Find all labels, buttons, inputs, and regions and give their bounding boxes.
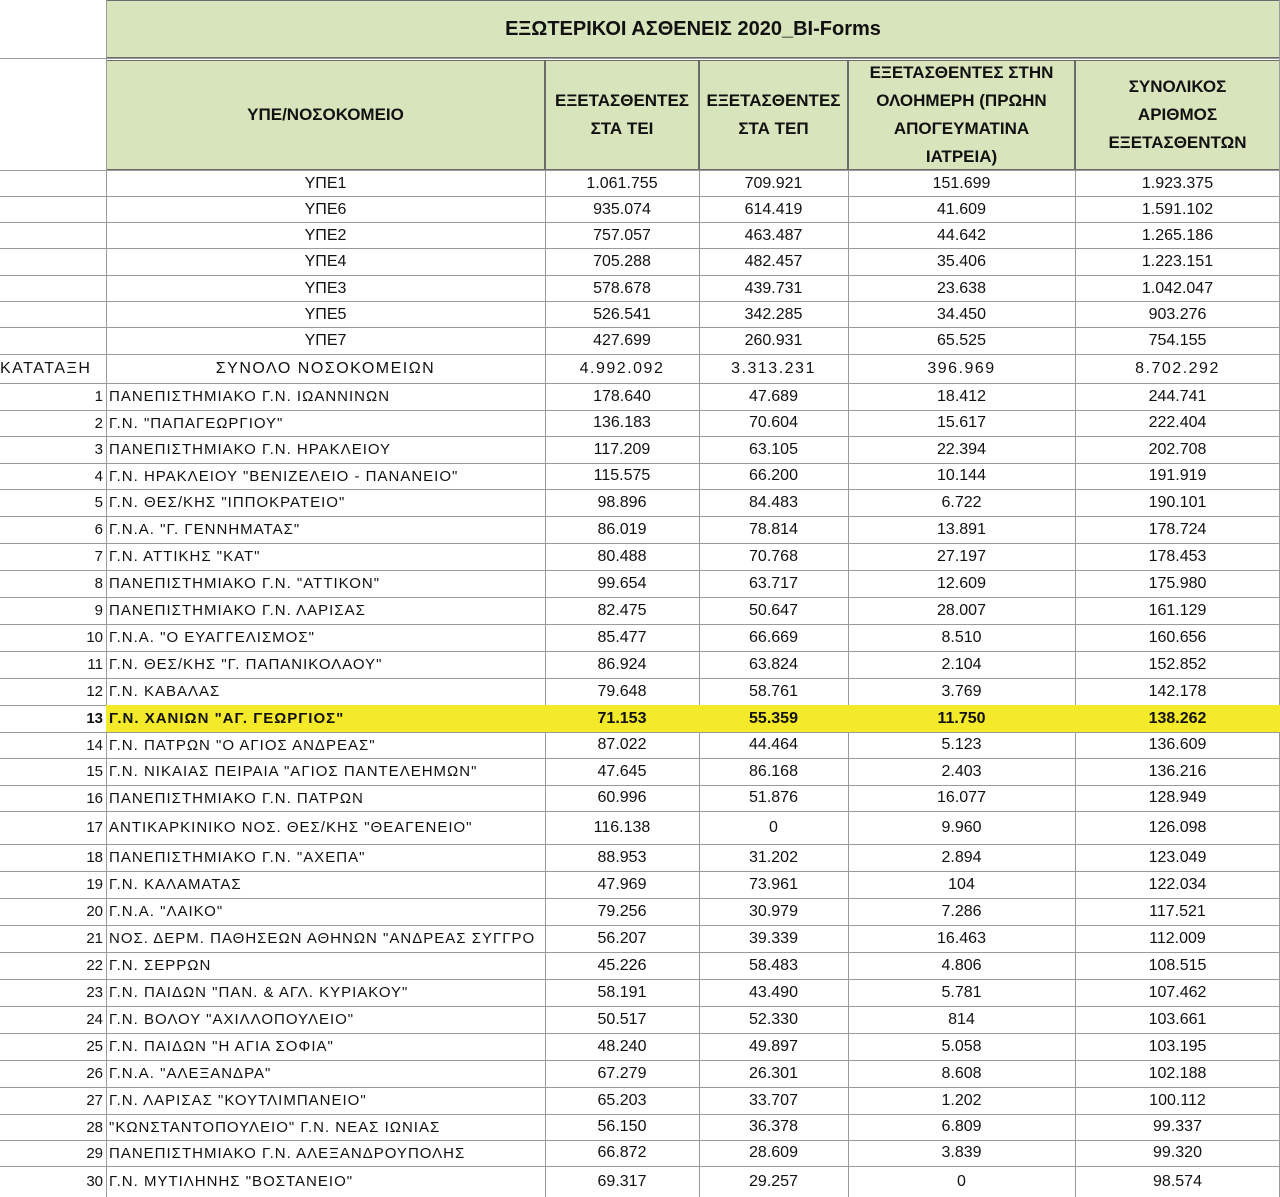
header-total-line2: ΑΡΙΘΜΟΣ xyxy=(1137,105,1218,124)
header-tei-line1: ΕΞΕΤΑΣΘΕΝΤΕΣ xyxy=(555,91,689,110)
hospital-tei-cell: 50.517 xyxy=(597,1010,647,1028)
hospital-total-cell: 136.216 xyxy=(1148,762,1207,780)
hospital-name-cell: Γ.Ν. "ΠΑΠΑΓΕΩΡΓΙΟΥ" xyxy=(109,414,284,432)
hospital-name-cell: Γ.Ν.Α. "Ο ΕΥΑΓΓΕΛΙΣΜΟΣ" xyxy=(109,629,315,646)
hospital-total-cell: 191.919 xyxy=(1148,467,1207,484)
hospital-name-cell: ΠΑΝΕΠΙΣΤΗΜΙΑΚΟ Γ.Ν. "ΑΤΤΙΚΟΝ" xyxy=(109,575,381,592)
hospital-olohmeri-cell: 2.104 xyxy=(941,655,982,673)
hospital-tei-cell: 98.896 xyxy=(597,493,647,511)
hospital-olohmeri-cell: 12.609 xyxy=(937,574,986,592)
ype-tep-cell: 463.487 xyxy=(744,226,803,244)
hospital-rank-cell: 14 xyxy=(86,736,103,754)
hospital-total-cell: 122.034 xyxy=(1148,875,1207,893)
hospital-tei-cell: 80.488 xyxy=(597,547,647,565)
hospital-total-cell: 117.521 xyxy=(1149,902,1206,920)
row-divider xyxy=(0,58,1280,59)
hospital-tep-cell: 63.105 xyxy=(749,440,798,458)
ype-tei-cell: 578.678 xyxy=(593,279,651,297)
hospital-name-cell: ΝΟΣ. ΔΕΡΜ. ΠΑΘΗΣΕΩΝ ΑΘΗΝΩΝ "ΑΝΔΡΕΑΣ ΣΥΓΓΡΟ xyxy=(109,930,536,947)
hospital-rank-cell: 15 xyxy=(86,763,103,780)
hospital-olohmeri-cell: 814 xyxy=(948,1010,975,1028)
hospital-total-cell: 98.574 xyxy=(1153,1172,1202,1190)
hospital-rank-cell: 24 xyxy=(86,1011,103,1028)
hospital-total-cell: 152.852 xyxy=(1148,655,1207,673)
hospital-olohmeri-cell: 7.286 xyxy=(941,902,982,920)
hospital-tei-cell: 58.191 xyxy=(597,983,647,1001)
hospital-name-cell: ΠΑΝΕΠΙΣΤΗΜΙΑΚΟ Γ.Ν. "ΑΧΕΠΑ" xyxy=(109,849,366,866)
hospital-olohmeri-cell: 0 xyxy=(957,1172,966,1190)
ype-total-cell: 903.276 xyxy=(1148,305,1207,323)
hospital-rank-cell: 11 xyxy=(87,656,103,673)
ype-name-cell: ΥΠΕ1 xyxy=(304,174,347,192)
ype-name-cell: ΥΠΕ4 xyxy=(304,252,347,270)
hospital-tei-cell: 86.924 xyxy=(597,655,647,673)
hospital-total-cell: 244.741 xyxy=(1148,387,1207,405)
header-hospital xyxy=(106,60,545,170)
hospital-total-cell: 123.049 xyxy=(1148,848,1207,866)
hospital-total-cell: 222.404 xyxy=(1148,414,1207,431)
hospital-rank-cell: 8 xyxy=(94,575,103,592)
hospital-tep-cell: 50.647 xyxy=(749,601,798,619)
hospital-total-cell: 107.462 xyxy=(1148,983,1207,1001)
hospital-name-cell: Γ.Ν. ΠΑΙΔΩΝ "Η ΑΓΙΑ ΣΟΦΙΑ" xyxy=(109,1038,334,1055)
hospital-rank-cell: 1 xyxy=(94,388,103,405)
hospital-rank-cell: 21 xyxy=(86,930,103,947)
hospital-tei-cell: 56.207 xyxy=(597,929,647,947)
header-olohmeri-line1: ΕΞΕΤΑΣΘΕΝΤΕΣ ΣΤΗΝ xyxy=(869,63,1054,82)
ype-tei-cell: 1.061.755 xyxy=(586,174,658,192)
hospital-olohmeri-cell: 6.722 xyxy=(941,493,982,511)
hospital-total-cell: 100.112 xyxy=(1149,1091,1206,1109)
header-total-line1: ΣΥΝΟΛΙΚΟΣ xyxy=(1128,77,1227,96)
hospital-total-cell: 202.708 xyxy=(1148,440,1207,458)
hospital-olohmeri-cell: 8.608 xyxy=(941,1064,982,1082)
hospital-olohmeri-cell: 2.403 xyxy=(941,762,982,780)
hospital-olohmeri-cell: 5.123 xyxy=(941,736,982,753)
hospital-tei-cell: 79.648 xyxy=(597,682,647,700)
hospital-tep-cell: 66.669 xyxy=(749,628,798,646)
hospital-tep-cell: 49.897 xyxy=(749,1037,798,1055)
hospital-olohmeri-cell: 8.510 xyxy=(941,628,982,646)
hospital-tei-cell: 116.138 xyxy=(593,818,651,836)
hospital-total-cell: 108.515 xyxy=(1148,956,1207,974)
hospital-tei-cell: 115.575 xyxy=(593,467,651,484)
hospital-total-cell: 128.949 xyxy=(1148,789,1207,806)
hospital-tei-cell: 88.953 xyxy=(597,848,647,866)
hospital-name-cell: Γ.Ν. ΗΡΑΚΛΕΙΟΥ "ΒΕΝΙΖΕΛΕΙΟ - ΠΑΝΑΝΕΙΟ" xyxy=(109,467,459,485)
hospital-tep-cell: 36.378 xyxy=(749,1118,798,1135)
hospital-name-cell: ΠΑΝΕΠΙΣΤΗΜΙΑΚΟ Γ.Ν. ΑΛΕΞΑΝΔΡΟΥΠΟΛΗΣ xyxy=(109,1144,466,1162)
ype-total-cell: 1.591.102 xyxy=(1141,200,1214,218)
hospital-rank-cell: 27 xyxy=(86,1092,103,1109)
hospital-tei-cell: 65.203 xyxy=(597,1091,647,1109)
hospital-rank-cell: 25 xyxy=(86,1038,103,1055)
hospital-rank-cell: 29 xyxy=(86,1144,103,1162)
hospital-tep-cell: 30.979 xyxy=(749,902,798,920)
hospital-tep-cell: 33.707 xyxy=(749,1091,798,1109)
hospital-tep-cell: 28.609 xyxy=(749,1144,798,1161)
hospital-tei-cell: 45.226 xyxy=(597,956,647,974)
hospital-total-cell: 178.724 xyxy=(1148,520,1207,538)
ype-olohmeri-cell: 23.638 xyxy=(937,279,986,297)
ype-total-cell: 1.223.151 xyxy=(1141,252,1214,270)
hospital-tei-cell: 82.475 xyxy=(597,601,647,619)
ype-tep-cell: 709.921 xyxy=(744,174,803,192)
header-tei xyxy=(545,60,699,170)
hospital-name-cell: Γ.Ν.Α. "ΛΑΙΚΟ" xyxy=(109,903,224,920)
hospital-olohmeri-cell: 16.077 xyxy=(937,789,986,806)
hospital-tep-cell: 51.876 xyxy=(749,789,798,806)
hospital-tei-cell: 71.153 xyxy=(597,709,647,727)
hospital-rank-cell: 12 xyxy=(86,683,103,700)
ype-tep-cell: 342.285 xyxy=(744,305,803,323)
ype-tei-cell: 526.541 xyxy=(593,305,651,323)
hospital-tei-cell: 66.872 xyxy=(597,1144,647,1161)
hospital-tei-cell: 136.183 xyxy=(593,414,651,431)
hospital-tep-cell: 70.768 xyxy=(749,547,798,565)
hospital-rank-cell: 18 xyxy=(86,849,103,866)
hospital-rank-cell: 20 xyxy=(86,903,103,920)
hospital-olohmeri-cell: 16.463 xyxy=(937,929,986,947)
hospital-rank-cell: 13 xyxy=(86,710,103,727)
hospital-rank-cell: 30 xyxy=(86,1173,103,1190)
ype-tei-cell: 705.288 xyxy=(593,252,651,270)
header-total xyxy=(1075,60,1280,170)
hospital-tei-cell: 86.019 xyxy=(597,520,647,538)
header-tei-line2: ΣΤΑ ΤΕΙ xyxy=(590,119,654,138)
hospital-rank-cell: 10 xyxy=(86,629,103,646)
hospital-olohmeri-cell: 5.781 xyxy=(941,983,982,1001)
hospital-olohmeri-cell: 104 xyxy=(948,875,975,893)
hospital-total-cell: 175.980 xyxy=(1148,574,1207,592)
hospital-tei-cell: 48.240 xyxy=(597,1037,647,1055)
hospital-olohmeri-cell: 15.617 xyxy=(937,414,986,431)
hospital-name-cell: "ΚΩΝΣΤΑΝΤΟΠΟΥΛΕΙΟ" Γ.Ν. ΝΕΑΣ ΙΩΝΙΑΣ xyxy=(109,1118,441,1136)
hospital-name-cell: Γ.Ν. ΚΑΒΑΛΑΣ xyxy=(109,683,221,700)
hospital-tei-cell: 178.640 xyxy=(593,387,651,405)
hospital-total-cell: 160.656 xyxy=(1148,628,1207,646)
ype-olohmeri-cell: 151.699 xyxy=(932,174,991,192)
hospital-tep-cell: 58.483 xyxy=(749,956,798,974)
hospital-tep-cell: 55.359 xyxy=(749,709,798,727)
hospital-rank-cell: 17 xyxy=(86,819,103,836)
ype-olohmeri-cell: 44.642 xyxy=(937,226,986,244)
hospital-name-cell: Γ.Ν. ΧΑΝΙΩΝ "ΑΓ. ΓΕΩΡΓΙΟΣ" xyxy=(109,710,345,727)
hospital-olohmeri-cell: 2.894 xyxy=(941,848,982,866)
hospital-total-cell: 190.101 xyxy=(1148,493,1207,511)
hospital-tei-cell: 79.256 xyxy=(597,902,647,920)
hospital-olohmeri-cell: 5.058 xyxy=(941,1037,982,1055)
ype-tep-cell: 482.457 xyxy=(744,252,803,270)
hospital-olohmeri-cell: 27.197 xyxy=(937,547,986,565)
hospital-rank-cell: 3 xyxy=(94,441,103,458)
hospital-total-cell: 142.178 xyxy=(1148,682,1207,700)
hospital-tei-cell: 60.996 xyxy=(597,789,647,806)
hospital-rank-cell: 6 xyxy=(94,521,103,538)
hospital-name-cell: Γ.Ν. ΝΙΚΑΙΑΣ ΠΕΙΡΑΙΑ "ΑΓΙΟΣ ΠΑΝΤΕΛΕΗΜΩΝ" xyxy=(109,763,478,780)
header-tep-line2: ΣΤΑ ΤΕΠ xyxy=(738,119,809,138)
hospital-rank-cell: 2 xyxy=(94,414,103,432)
hospital-tep-cell: 43.490 xyxy=(749,983,798,1001)
hospital-olohmeri-cell: 10.144 xyxy=(937,467,986,484)
hospital-tep-cell: 58.761 xyxy=(749,682,798,700)
hospital-olohmeri-cell: 9.960 xyxy=(941,818,982,836)
ype-tei-cell: 757.057 xyxy=(593,226,651,244)
hospital-name-cell: Γ.Ν. ΑΤΤΙΚΗΣ "ΚΑΤ" xyxy=(109,548,261,565)
hospital-tei-cell: 87.022 xyxy=(597,736,647,753)
hospital-tep-cell: 73.961 xyxy=(749,875,798,893)
summary-total-cell: 8.702.292 xyxy=(1135,359,1220,377)
hospital-name-cell: Γ.Ν. ΚΑΛΑΜΑΤΑΣ xyxy=(109,876,242,893)
summary-name-cell: ΣΥΝΟΛΟ ΝΟΣΟΚΟΜΕΙΩΝ xyxy=(215,359,436,377)
hospital-total-cell: 103.195 xyxy=(1148,1037,1207,1055)
hospital-tep-cell: 84.483 xyxy=(749,493,798,511)
hospital-tei-cell: 117.209 xyxy=(593,440,651,458)
hospital-name-cell: Γ.Ν. ΘΕΣ/ΚΗΣ "ΙΠΠΟΚΡΑΤΕΙΟ" xyxy=(109,494,346,511)
hospital-rank-cell: 19 xyxy=(86,876,103,893)
hospital-total-cell: 112.009 xyxy=(1149,929,1206,947)
hospital-total-cell: 99.320 xyxy=(1153,1144,1202,1161)
hospital-olohmeri-cell: 28.007 xyxy=(937,601,986,619)
hospital-olohmeri-cell: 13.891 xyxy=(937,520,986,538)
sheet-title: ΕΞΩΤΕΡΙΚΟΙ ΑΣΘΕΝΕΙΣ 2020_BI-Forms xyxy=(106,0,1280,58)
hospital-tep-cell: 63.717 xyxy=(749,574,798,592)
rank-column-label: ΚΑΤΑΤΑΞΗ xyxy=(0,359,92,377)
hospital-olohmeri-cell: 3.769 xyxy=(941,682,982,700)
hospital-tei-cell: 56.150 xyxy=(597,1118,647,1135)
hospital-rank-cell: 28 xyxy=(86,1118,103,1136)
hospital-name-cell: ΠΑΝΕΠΙΣΤΗΜΙΑΚΟ Γ.Ν. ΙΩΑΝΝΙΝΩΝ xyxy=(109,388,391,405)
hospital-olohmeri-cell: 4.806 xyxy=(941,956,982,974)
ype-total-cell: 754.155 xyxy=(1148,331,1207,349)
hospital-total-cell: 178.453 xyxy=(1148,547,1207,565)
header-hospital-label: ΥΠΕ/ΝΟΣΟΚΟΜΕΙΟ xyxy=(247,105,404,124)
hospital-name-cell: Γ.Ν. ΒΟΛΟΥ "ΑΧΙΛΛΟΠΟΥΛΕΙΟ" xyxy=(109,1011,355,1028)
hospital-tep-cell: 70.604 xyxy=(749,414,798,431)
hospital-name-cell: Γ.Ν. ΠΑΙΔΩΝ "ΠΑΝ. & ΑΓΛ. ΚΥΡΙΑΚΟΥ" xyxy=(109,984,409,1001)
hospital-rank-cell: 9 xyxy=(94,602,103,619)
hospital-tep-cell: 26.301 xyxy=(749,1064,798,1082)
summary-olohmeri-cell: 396.969 xyxy=(927,359,996,377)
ype-tep-cell: 614.419 xyxy=(744,200,803,218)
hospital-name-cell: ΠΑΝΕΠΙΣΤΗΜΙΑΚΟ Γ.Ν. ΠΑΤΡΩΝ xyxy=(109,789,364,807)
hospital-rank-cell: 5 xyxy=(94,494,103,511)
hospital-total-cell: 136.609 xyxy=(1148,736,1207,753)
hospital-olohmeri-cell: 6.809 xyxy=(941,1118,982,1135)
hospital-rank-cell: 26 xyxy=(86,1065,103,1082)
header-olohmeri-line2: ΟΛΟΗΜΕΡΗ (ΠΡΩΗΝ xyxy=(876,91,1047,110)
ype-total-cell: 1.923.375 xyxy=(1141,174,1214,192)
header-tep xyxy=(699,60,848,170)
hospital-olohmeri-cell: 11.750 xyxy=(937,709,986,727)
hospital-name-cell: Γ.Ν. ΠΑΤΡΩΝ "Ο ΑΓΙΟΣ ΑΝΔΡΕΑΣ" xyxy=(109,736,376,754)
hospital-rank-cell: 22 xyxy=(86,957,103,974)
ype-name-cell: ΥΠΕ3 xyxy=(304,279,347,297)
hospital-name-cell: Γ.Ν. ΜΥΤΙΛΗΝΗΣ "ΒΟΣΤΑΝΕΙΟ" xyxy=(109,1173,354,1190)
header-tep-line1: ΕΞΕΤΑΣΘΕΝΤΕΣ xyxy=(706,91,841,110)
ype-name-cell: ΥΠΕ6 xyxy=(304,200,347,218)
summary-tei-cell: 4.992.092 xyxy=(579,359,665,377)
hospital-total-cell: 138.262 xyxy=(1148,709,1207,727)
ype-tei-cell: 935.074 xyxy=(593,200,651,218)
hospital-name-cell: Γ.Ν. ΣΕΡΡΩΝ xyxy=(109,957,212,974)
ype-olohmeri-cell: 41.609 xyxy=(937,200,986,218)
hospital-name-cell: ΑΝΤΙΚΑΡΚΙΝΙΚΟ ΝΟΣ. ΘΕΣ/ΚΗΣ "ΘΕΑΓΕΝΕΙΟ" xyxy=(109,819,473,836)
hospital-tep-cell: 52.330 xyxy=(749,1010,798,1028)
hospital-name-cell: ΠΑΝΕΠΙΣΤΗΜΙΑΚΟ Γ.Ν. ΗΡΑΚΛΕΙΟΥ xyxy=(109,441,392,458)
hospital-tei-cell: 47.645 xyxy=(597,762,647,780)
ype-name-cell: ΥΠΕ5 xyxy=(304,305,347,323)
hospital-tep-cell: 47.689 xyxy=(749,387,798,405)
hospital-total-cell: 161.129 xyxy=(1148,601,1207,619)
hospital-name-cell: Γ.Ν. ΘΕΣ/ΚΗΣ "Γ. ΠΑΠΑΝΙΚΟΛΑΟΥ" xyxy=(109,656,383,673)
hospital-tep-cell: 86.168 xyxy=(749,762,798,780)
header-olohmeri xyxy=(848,60,1075,170)
hospital-rank-cell: 16 xyxy=(86,789,103,807)
hospital-tei-cell: 67.279 xyxy=(597,1064,647,1082)
hospital-olohmeri-cell: 3.839 xyxy=(941,1144,982,1161)
ype-name-cell: ΥΠΕ7 xyxy=(304,331,347,349)
hospital-name-cell: Γ.Ν. ΛΑΡΙΣΑΣ "ΚΟΥΤΛΙΜΠΑΝΕΙΟ" xyxy=(109,1092,367,1109)
hospital-total-cell: 102.188 xyxy=(1148,1064,1207,1082)
hospital-tep-cell: 29.257 xyxy=(749,1172,798,1190)
hospital-tep-cell: 31.202 xyxy=(749,848,798,866)
hospital-tep-cell: 44.464 xyxy=(749,736,798,753)
ype-olohmeri-cell: 34.450 xyxy=(937,305,986,323)
header-total-line3: ΕΞΕΤΑΣΘΕΝΤΩΝ xyxy=(1108,133,1247,152)
hospital-tep-cell: 39.339 xyxy=(749,929,798,947)
hospital-rank-cell: 7 xyxy=(94,548,103,565)
hospital-olohmeri-cell: 22.394 xyxy=(937,440,986,458)
ype-name-cell: ΥΠΕ2 xyxy=(304,226,347,244)
ype-olohmeri-cell: 65.525 xyxy=(937,331,986,349)
hospital-rank-cell: 23 xyxy=(86,984,103,1001)
hospital-tei-cell: 85.477 xyxy=(597,628,647,646)
header-olohmeri-line4: ΙΑΤΡΕΙΑ) xyxy=(925,147,998,166)
ype-total-cell: 1.042.047 xyxy=(1141,279,1214,297)
hospital-tei-cell: 47.969 xyxy=(597,875,647,893)
hospital-tep-cell: 0 xyxy=(769,818,778,836)
hospital-olohmeri-cell: 1.202 xyxy=(941,1091,982,1109)
hospital-rank-cell: 4 xyxy=(94,467,103,485)
hospital-tep-cell: 78.814 xyxy=(749,520,798,538)
hospital-name-cell: Γ.Ν.Α. "ΑΛΕΞΑΝΔΡΑ" xyxy=(109,1065,272,1082)
hospital-total-cell: 99.337 xyxy=(1153,1118,1202,1135)
hospital-tep-cell: 66.200 xyxy=(749,467,798,484)
hospital-tep-cell: 63.824 xyxy=(749,655,798,673)
hospital-name-cell: ΠΑΝΕΠΙΣΤΗΜΙΑΚΟ Γ.Ν. ΛΑΡΙΣΑΣ xyxy=(109,602,366,619)
hospital-total-cell: 126.098 xyxy=(1148,818,1207,836)
summary-tep-cell: 3.313.231 xyxy=(731,359,816,377)
ype-olohmeri-cell: 35.406 xyxy=(937,252,986,270)
ype-tep-cell: 439.731 xyxy=(744,279,803,297)
ype-tei-cell: 427.699 xyxy=(593,331,651,349)
hospital-total-cell: 103.661 xyxy=(1148,1010,1207,1028)
ype-tep-cell: 260.931 xyxy=(744,331,803,349)
header-olohmeri-line3: ΑΠΟΓΕΥΜΑΤΙΝΑ xyxy=(893,119,1030,138)
hospital-name-cell: Γ.Ν.Α. "Γ. ΓΕΝΝΗΜΑΤΑΣ" xyxy=(109,521,301,538)
hospital-tei-cell: 69.317 xyxy=(597,1172,647,1190)
hospital-olohmeri-cell: 18.412 xyxy=(937,387,986,405)
hospital-tei-cell: 99.654 xyxy=(597,574,647,592)
ype-total-cell: 1.265.186 xyxy=(1141,226,1214,244)
